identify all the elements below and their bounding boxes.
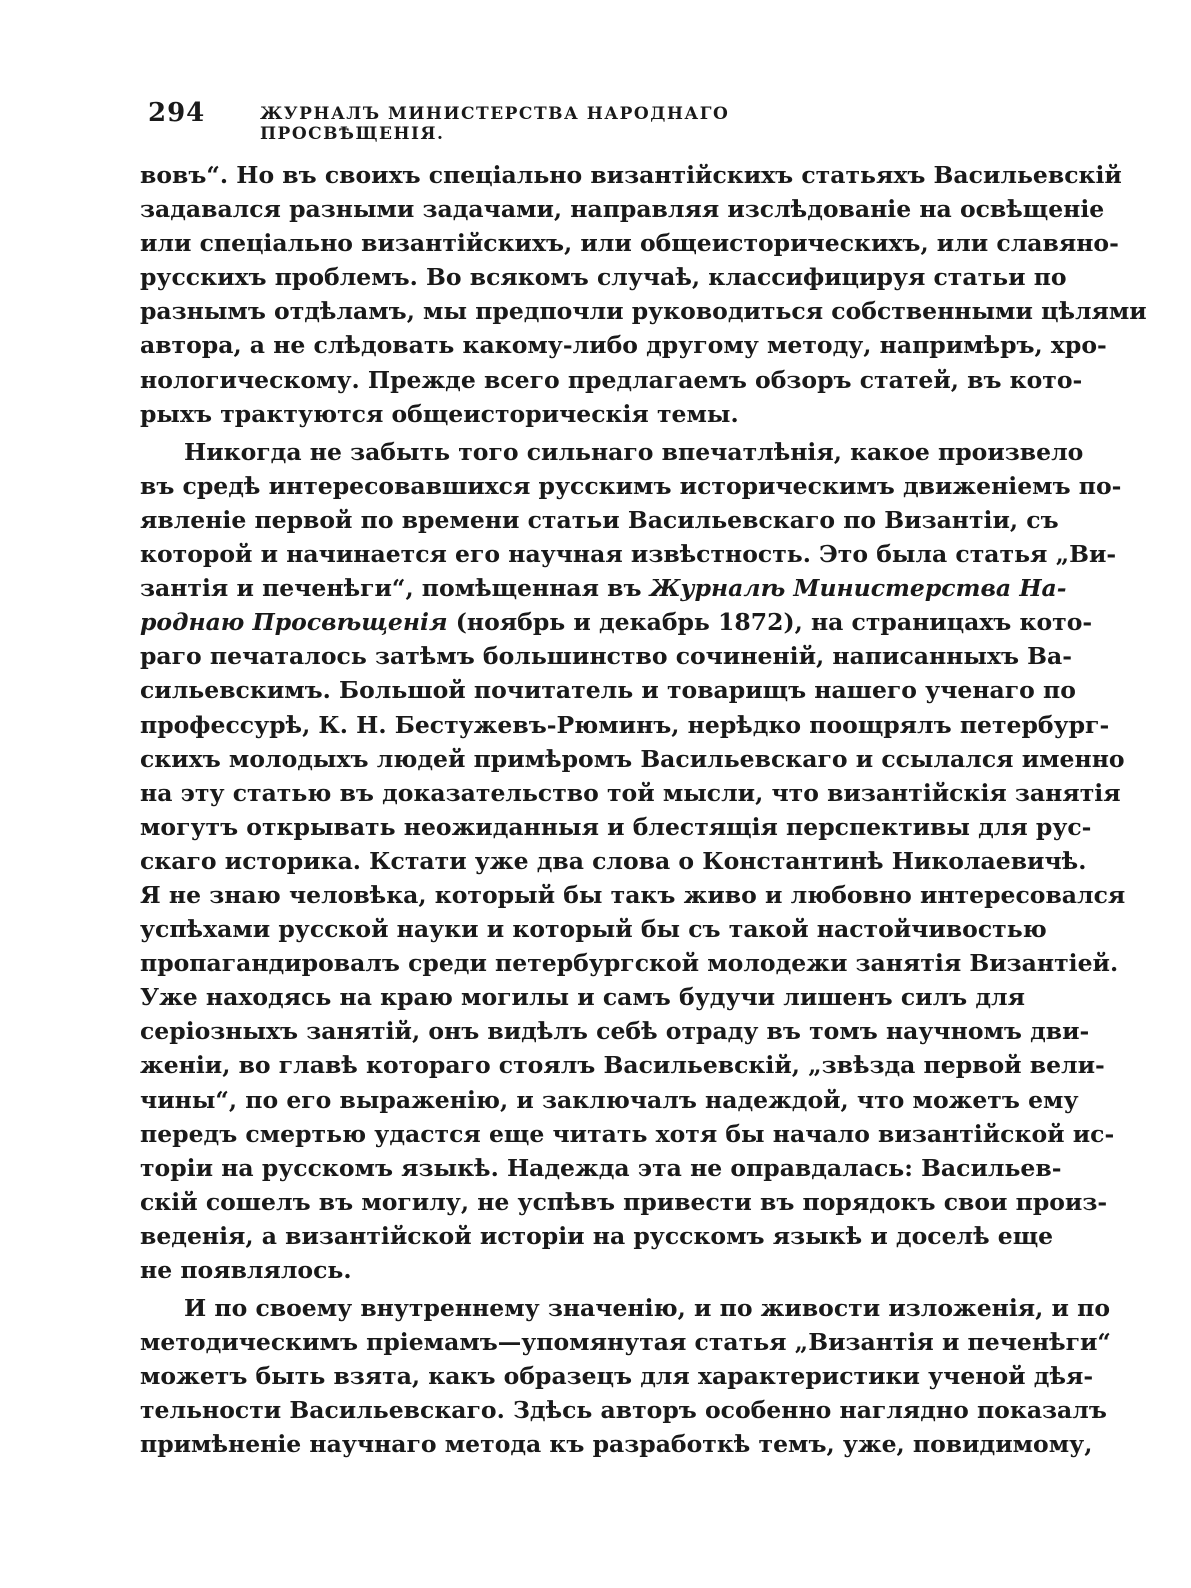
text-line: пропагандировалъ среди петербургской молодежи занятія Византіей. (140, 949, 1119, 978)
paragraph-2 (140, 435, 1126, 1287)
text-line: веденія, а византійской исторіи на русскомъ языкѣ и доселѣ еще (140, 1221, 1054, 1250)
text-line: которой и начинается его научная извѣстность. Это была статья „Ви- (140, 540, 1117, 569)
text-line-mixed (140, 571, 1067, 605)
text-line: Я не знаю человѣка, который бы такъ живо и любовно интересовался (140, 880, 1126, 909)
text-line: русскихъ проблемъ. Во всякомъ случаѣ, классифицируя статьи по (140, 263, 1067, 292)
text-line: чины“, по его выраженію, и заключалъ надеждой, что можетъ ему (140, 1085, 1079, 1114)
text-line: на эту статью въ доказательство той мысли, что византійскія занятія (140, 778, 1121, 807)
text-line: скій сошелъ въ могилу, не успѣвъ привести въ порядокъ свои произ- (140, 1187, 1108, 1216)
line-text: (ноябрь и декабрь 1872), на страницахъ кото- (447, 608, 1093, 637)
paragraph-3 (140, 1291, 1111, 1461)
text-line: Никогда не забыть того сильнаго впечатлѣнія, какое произвело (184, 437, 1084, 466)
page-header (148, 98, 918, 144)
text-line: профессурѣ, К. Н. Бестужевъ-Рюминъ, нерѣдко поощрялъ петербург- (140, 710, 1110, 739)
text-line: разнымъ отдѣламъ, мы предпочли руководиться собственными цѣлями (140, 297, 1147, 326)
text-line-mixed (140, 605, 1093, 639)
text-line: въ средѣ интересовавшихся русскимъ историческимъ движеніемъ по- (140, 471, 1122, 500)
text-line: явленіе первой по времени статьи Васильевскаго по Византіи, съ (140, 505, 1059, 534)
text-line: не появлялось. (140, 1256, 352, 1284)
text-line: автора, а не слѣдовать какому-либо другому методу, напримѣръ, хро- (140, 331, 1107, 360)
text-line: успѣхами русской науки и который бы съ такой настойчивостью (140, 915, 1047, 944)
journal-title-italic: роднаю Просвѣщенія (140, 608, 448, 637)
text-line: могутъ открывать неожиданныя и блестящія перспективы для рус- (140, 812, 1092, 841)
text-line: сильевскимъ. Большой почитатель и товарищъ нашего ученаго по (140, 676, 1076, 705)
text-line: женіи, во главѣ котораго стоялъ Васильевскій, „звѣзда первой вели- (140, 1051, 1105, 1080)
page-number: 294 (148, 98, 206, 128)
text-line: методическимъ пріемамъ—упомянутая статья „Византія и печенѣги“ (140, 1328, 1111, 1357)
text-line: серіозныхъ занятій, онъ видѣлъ себѣ отраду въ томъ научномъ дви- (140, 1017, 1090, 1046)
body-text (140, 158, 1147, 1462)
text-line: или спеціально византійскихъ, или общеисторическихъ, или славяно- (140, 229, 1119, 258)
running-title: ЖУРНАЛЪ МИНИСТЕРСТВА НАРОДНАГО ПРОСВѢЩЕНІЯ. (260, 104, 730, 144)
text-line: передъ смертью удастся еще читать хотя бы начало византійской ис- (140, 1119, 1115, 1148)
text-line: тельности Васильевскаго. Здѣсь авторъ особенно наглядно показалъ (140, 1396, 1107, 1425)
text-line: скаго историка. Кстати уже два слова о Константинѣ Николаевичѣ. (140, 846, 1087, 875)
text-line: раго печаталось затѣмъ большинство сочиненій, написанныхъ Ва- (140, 642, 1073, 671)
journal-title-italic: Журналѣ Министерства На- (649, 574, 1067, 603)
paragraph-1 (140, 158, 1147, 431)
text-line: примѣненіе научнаго метода къ разработкѣ темъ, уже, повидимому, (140, 1430, 1093, 1459)
text-line: Уже находясь на краю могилы и самъ будучи лишенъ силъ для (140, 983, 1025, 1012)
text-line: можетъ быть взята, какъ образецъ для характеристики ученой дѣя- (140, 1362, 1094, 1391)
line-text: зантія и печенѣги“, помѣщенная въ (140, 574, 650, 603)
text-line: рыхъ трактуются общеисторическія темы. (140, 399, 739, 428)
text-line: скихъ молодыхъ людей примѣромъ Васильевскаго и ссылался именно (140, 744, 1125, 773)
text-line: И по своему внутреннему значенію, и по живости изложенія, и по (184, 1294, 1111, 1323)
text-line: торіи на русскомъ языкѣ. Надежда эта не оправдалась: Васильев- (140, 1153, 1062, 1182)
text-line: задавался разными задачами, направляя изслѣдованіе на освѣщеніе (140, 195, 1105, 224)
text-line: вовъ“. Но въ своихъ спеціально византійскихъ статьяхъ Васильевскій (140, 161, 1122, 189)
text-line: нологическому. Прежде всего предлагаемъ обзоръ статей, въ кото- (140, 365, 1083, 394)
